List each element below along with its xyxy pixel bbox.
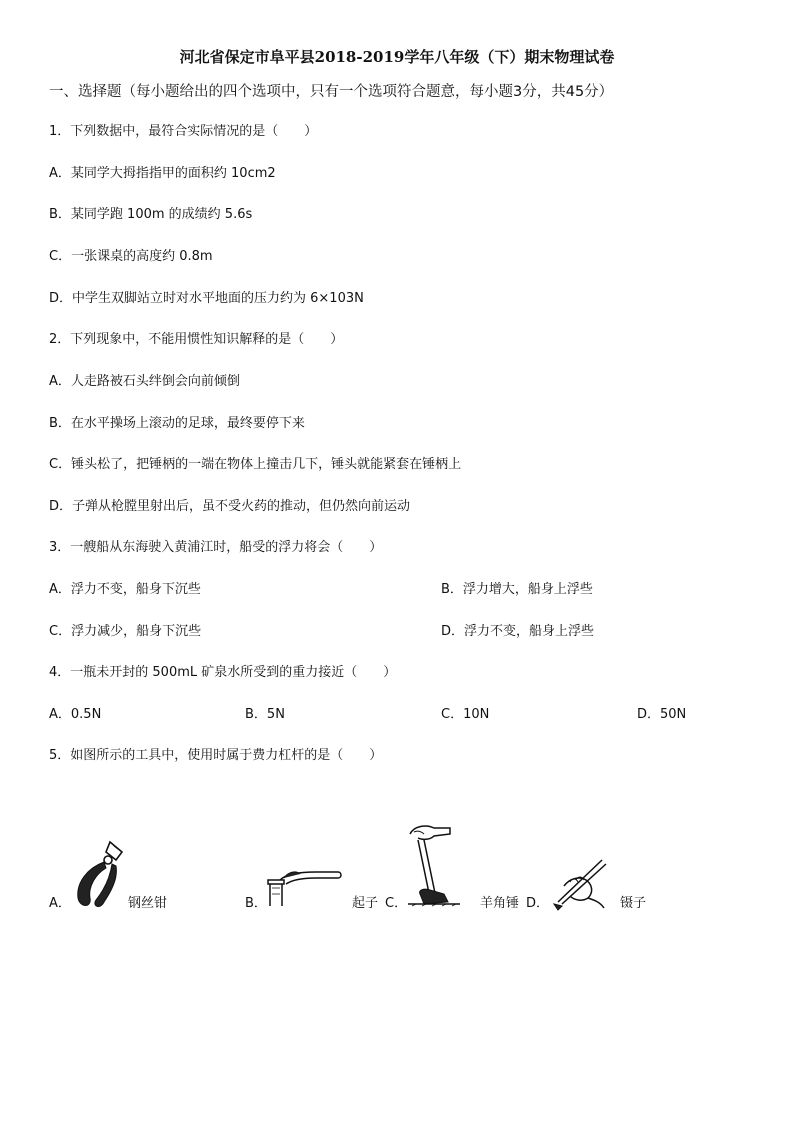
question-5-stem: 5．如图所示的工具中，使用时属于费力杠杆的是（ ） — [49, 748, 383, 763]
q2-option-a: A．人走路被石头绊倒会向前倾倒 — [49, 374, 240, 389]
q4-option-d: D．50N — [637, 707, 687, 722]
pliers-figure — [70, 838, 128, 912]
question-3-stem: 3．一艘船从东海驶入黄浦江时，船受的浮力将会（ ） — [49, 540, 383, 555]
tweezers-figure — [544, 856, 610, 912]
question-1-stem: 1．下列数据中，最符合实际情况的是（ ） — [49, 124, 318, 139]
question-4-stem: 4．一瓶未开封的 500mL 矿泉水所受到的重力接近（ ） — [49, 665, 397, 680]
q4-option-c: C．10N — [441, 707, 490, 722]
q5-option-d-label: 镊子 — [620, 896, 647, 911]
question-2-stem: 2．下列现象中，不能用惯性知识解释的是（ ） — [49, 332, 344, 347]
q1-option-c: C．一张课桌的高度约 0.8m — [49, 249, 213, 264]
q3-option-b: B．浮力增大，船身上浮些 — [441, 582, 593, 597]
q5-option-d-letter: D． — [526, 896, 550, 911]
page-title: 河北省保定市阜平县2018-2019学年八年级（下）期末物理试卷 — [179, 48, 615, 66]
bottle-opener-figure — [266, 866, 344, 910]
claw-hammer-figure — [404, 822, 464, 912]
q5-option-c-letter: C． — [385, 896, 408, 911]
q4-option-a: A．0.5N — [49, 707, 102, 722]
q3-option-c: C．浮力减少，船身下沉些 — [49, 624, 202, 639]
q3-option-a: A．浮力不变，船身下沉些 — [49, 582, 201, 597]
q1-option-a: A．某同学大拇指指甲的面积约 10cm2 — [49, 166, 276, 181]
q5-option-a-label: 钢丝钳 — [128, 896, 168, 911]
q5-option-b-letter: B． — [245, 896, 267, 911]
q4-option-b: B．5N — [245, 707, 285, 722]
q2-option-b: B．在水平操场上滚动的足球，最终要停下来 — [49, 416, 305, 431]
q1-option-b: B．某同学跑 100m 的成绩约 5.6s — [49, 207, 253, 222]
section-heading: 一、选择题（每小题给出的四个选项中，只有一个选项符合题意，每小题3分，共45分） — [49, 84, 614, 100]
q2-option-c: C．锤头松了，把锤柄的一端在物体上撞击几下，锤头就能紧套在锤柄上 — [49, 457, 462, 472]
q5-option-a-letter: A． — [49, 896, 71, 911]
q5-option-b-label: 起子 — [352, 896, 379, 911]
q3-option-d: D．浮力不变，船身上浮些 — [441, 624, 595, 639]
q1-option-d: D．中学生双脚站立时对水平地面的压力约为 6×103N — [49, 291, 364, 306]
q2-option-d: D．子弹从枪膛里射出后，虽不受火药的推动，但仍然向前运动 — [49, 499, 411, 514]
q5-option-c-label: 羊角锤 — [480, 896, 520, 911]
